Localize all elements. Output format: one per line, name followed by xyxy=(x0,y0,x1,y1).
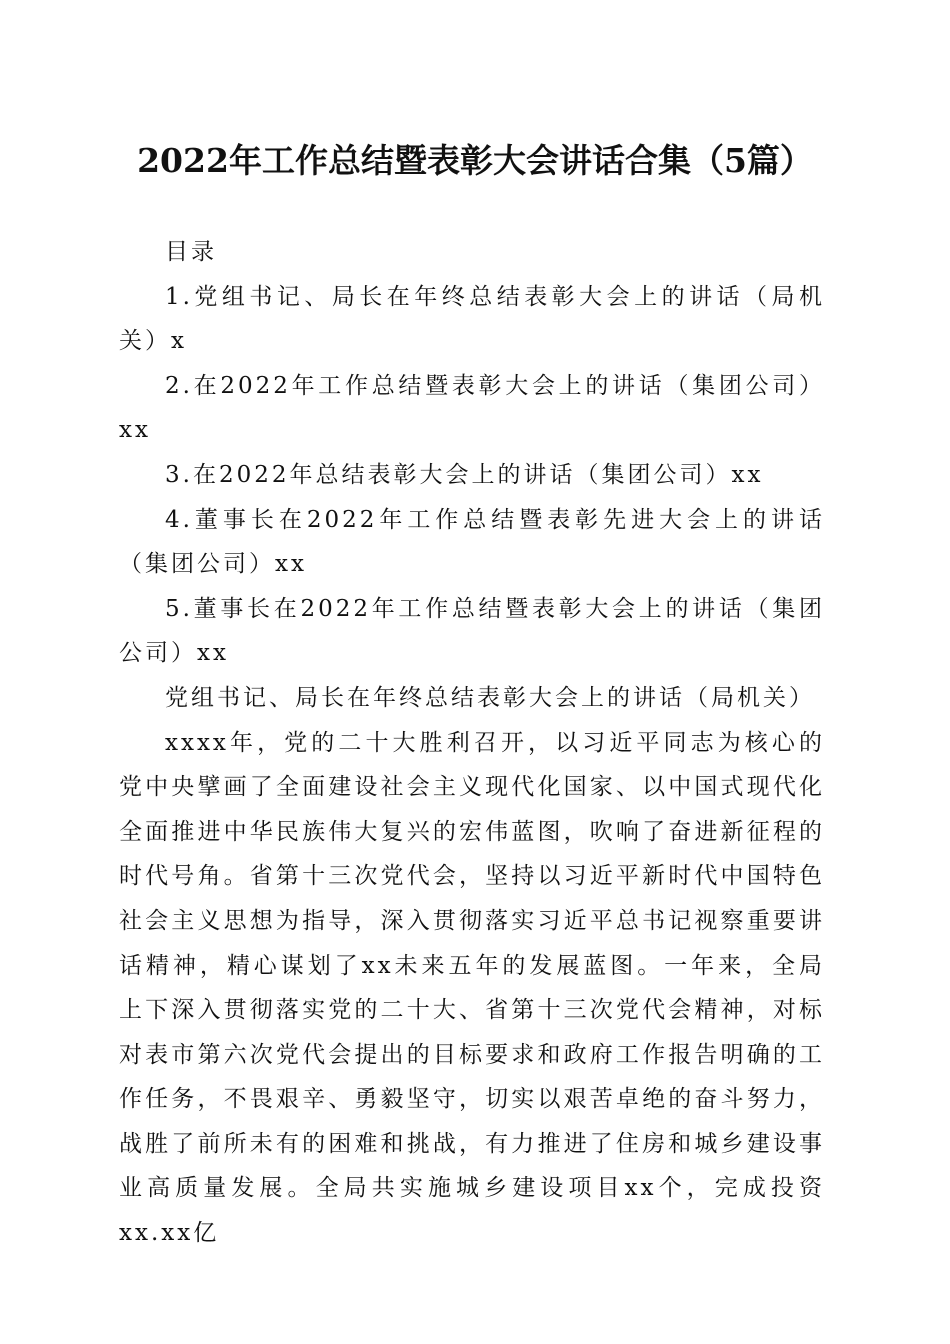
toc-item: 4.董事长在2022年工作总结暨表彰先进大会上的讲话（集团公司）xx xyxy=(119,506,825,578)
toc-item: 2.在2022年工作总结暨表彰大会上的讲话（集团公司）xx xyxy=(119,372,825,444)
section-heading: 党组书记、局长在年终总结表彰大会上的讲话（局机关） xyxy=(165,684,815,711)
toc-item: 5.董事长在2022年工作总结暨表彰大会上的讲话（集团公司）xx xyxy=(119,595,825,667)
body-paragraph: xxxx年，党的二十大胜利召开，以习近平同志为核心的党中央擘画了全面建设社会主义现代化国家、以中国式现代化全面推进中华民族伟大复兴的宏伟蓝图，吹响了奋进新征程的时代号角。省第十三次党代会，坚持以习近平新时代中国特色社会主义思想为指导，深入贯彻落实习近平总书记视察重要讲话精神，精心谋划了xx未来五年的发展蓝图。一年来，全局上下深入贯彻落实党的二十大、省第十三次党代会精神，对标对表市第六次党代会提出的目标要求和政府工作报告明确的工作任务，不畏艰辛、勇毅坚守，切实以艰苦卓绝的奋斗努力，战胜了前所未有的困难和挑战，有力推进了住房和城乡建设事业高质量发展。全局共实施城乡建设项目xx个，完成投资xx.xx亿 xyxy=(119,729,825,1247)
toc-item: 1.党组书记、局长在年终总结表彰大会上的讲话（局机关）x xyxy=(119,283,825,355)
document-body xyxy=(119,230,825,1256)
toc-item: 3.在2022年总结表彰大会上的讲话（集团公司）xx xyxy=(165,461,764,488)
toc-heading: 目录 xyxy=(165,239,217,265)
document-title: 2022年工作总结暨表彰大会讲话合集（5篇） xyxy=(137,141,813,180)
